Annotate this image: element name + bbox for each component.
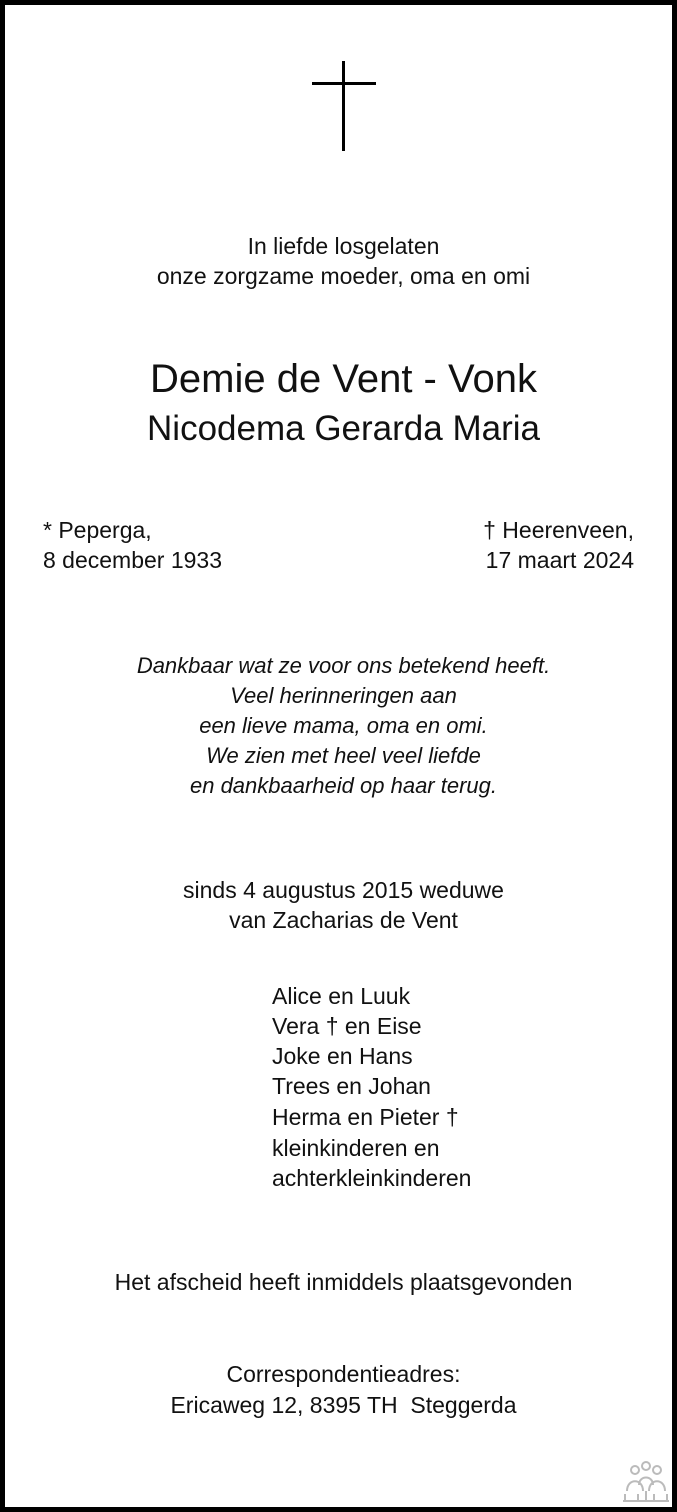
deceased-full-name: Nicodema Gerarda Maria [147,409,540,448]
intro-line-2: onze zorgzame moeder, oma en omi [156,263,531,289]
death-place: † Heerenveen, [483,517,634,543]
poem-line-1: Dankbaar wat ze voor ons betekend heeft. [136,653,551,678]
people-logo-icon [621,1461,671,1503]
deceased-name: Demie de Vent - Vonk [150,357,537,401]
family-member: Joke en Hans [272,1043,413,1069]
cross-icon [312,61,376,151]
intro-line-1: In liefde losgelaten [247,233,440,259]
correspondence-label: Correspondentieadres: [226,1361,461,1387]
family-member: kleinkinderen en [272,1135,440,1161]
widow-line-1: sinds 4 augustus 2015 weduwe [183,877,504,903]
family-member: achterkleinkinderen [272,1165,472,1191]
family-member: Vera † en Eise [272,1013,422,1039]
family-member: Herma en Pieter † [272,1104,459,1130]
correspondence-address: Ericaweg 12, 8395 TH Steggerda [170,1392,517,1418]
poem-line-4: We zien met heel veel liefde [206,743,481,768]
poem-line-5: en dankbaarheid op haar terug. [189,773,497,798]
poem-line-2: Veel herinneringen aan [230,683,457,708]
family-member: Trees en Johan [272,1073,431,1099]
birth-place: * Peperga, [43,517,152,543]
birth-date: 8 december 1933 [43,547,223,573]
farewell-notice: Het afscheid heeft inmiddels plaatsgevonden [114,1269,573,1295]
family-member: Alice en Luuk [272,983,411,1009]
widow-line-2: van Zacharias de Vent [229,907,458,933]
death-date: 17 maart 2024 [485,547,634,573]
poem-line-3: een lieve mama, oma en omi. [199,713,488,738]
